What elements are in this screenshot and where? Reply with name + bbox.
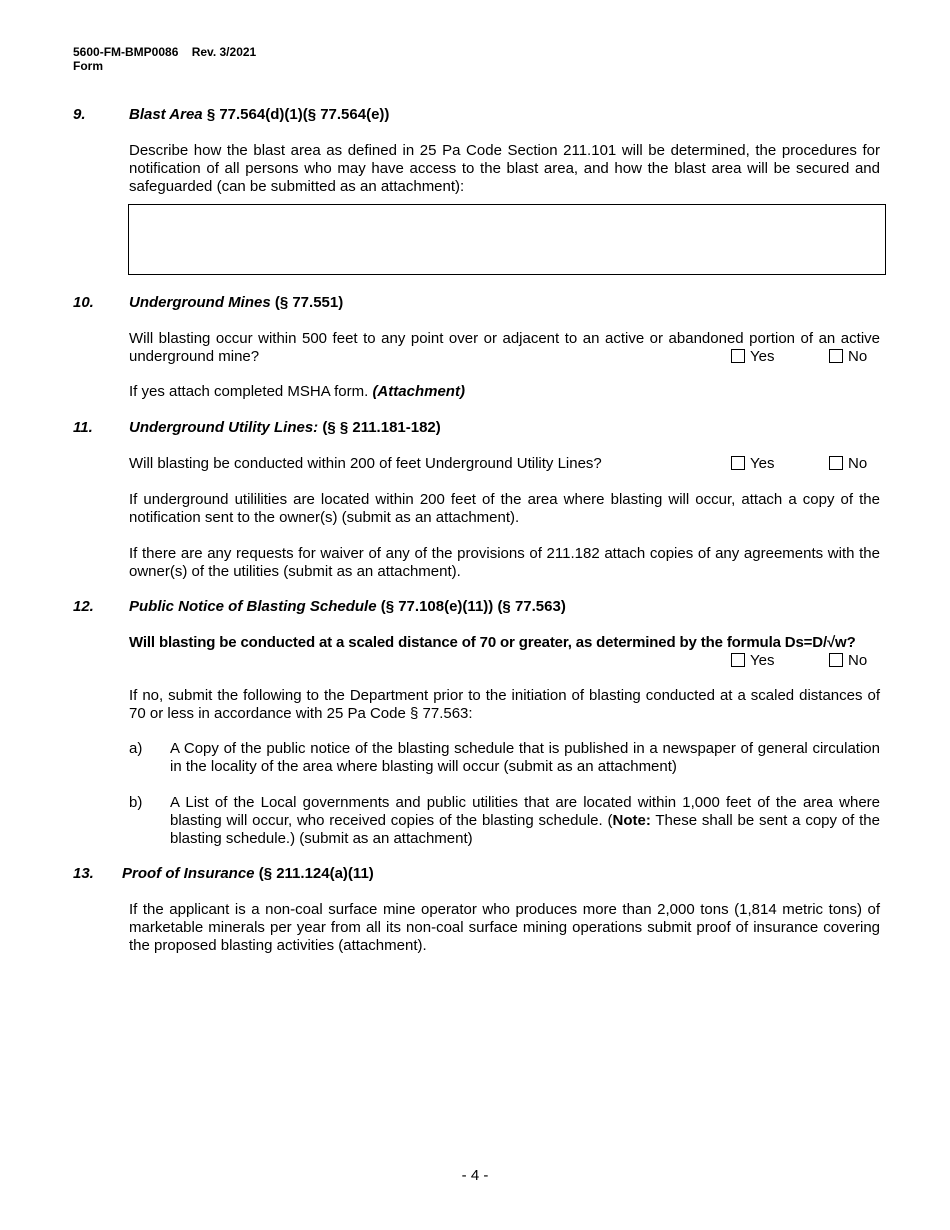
section-10-no-option[interactable] (829, 348, 867, 366)
section-10-question: Will blasting occur within 500 feet to any point over or adjacent to an active or abandoned portion of an active underground mine? (129, 330, 880, 365)
section-13-paragraph: If the applicant is a non-coal surface mine operator who produces more than 2,000 tons (1,814 metric tons) of marketable minerals per year from all its non-coal surface mining operations submit proof of insurance covering the proposed blasting activities (attachment). (129, 901, 880, 954)
section-11-title-ref: (§ § 211.181-182) (318, 419, 441, 436)
section-11-paragraph-2: If there are any requests for waiver of any of the provisions of 211.182 attach copies of any agreements with the owner(s) of the utilities (submit as an attachment). (129, 545, 880, 580)
form-header (73, 45, 256, 73)
form-id: 5600-FM-BMP0086 (73, 45, 179, 59)
section-10-no-checkbox[interactable] (829, 349, 843, 363)
section-12-no-label: No (848, 652, 868, 669)
section-10-note-attachment: (Attachment) (372, 383, 465, 400)
section-10-title-ref: (§ 77.551) (270, 294, 344, 311)
item-b-text-part-1: A List of the Local governments and public utilities that are located within 1,000 feet of the area where blasting will occur, who received copies of the blasting schedule. ( (170, 794, 880, 829)
section-9-title-italic: Blast Area (129, 106, 203, 123)
section-9-title (129, 106, 389, 123)
section-10-note-text: If yes attach completed MSHA form. (129, 383, 373, 400)
section-12-question: Will blasting be conducted at a scaled distance of 70 or greater, as determined by the formula Ds=D/√w? (129, 634, 856, 651)
section-11-yes-option[interactable] (731, 455, 774, 473)
item-a-text: A Copy of the public notice of the blasting schedule that is published in a newspaper of general circulation in the locality of the area where blasting will occur (submit as an attachment) (170, 740, 880, 775)
section-12-paragraph: If no, submit the following to the Department prior to the initiation of blasting conducted at a scaled distances of 70 or less in accordance with 25 Pa Code § 77.563: (129, 687, 880, 722)
section-9-title-ref: § 77.564(d)(1)(§ 77.564(e)) (202, 106, 390, 123)
section-12-no-option[interactable] (829, 652, 867, 670)
page-number: - 4 - (461, 1167, 489, 1184)
section-12-yes-option[interactable] (731, 652, 774, 670)
section-10-no-label: No (848, 348, 868, 365)
section-10-yes-checkbox[interactable] (731, 349, 745, 363)
form-revision: Rev. 3/2021 (191, 45, 257, 59)
item-b-note-label: Note: (612, 812, 651, 829)
section-11-no-label: No (848, 455, 868, 472)
section-11-title (129, 419, 441, 436)
section-10-title-italic: Underground Mines (129, 294, 271, 311)
section-13-number: 13. (73, 865, 94, 882)
item-b-letter: b) (129, 794, 143, 811)
section-12-title-italic: Public Notice of Blasting Schedule (129, 598, 377, 615)
section-13-title-italic: Proof of Insurance (122, 865, 255, 882)
section-12-yes-label: Yes (750, 652, 775, 669)
section-12-no-checkbox[interactable] (829, 653, 843, 667)
section-11-yes-label: Yes (750, 455, 775, 472)
section-10-yes-option[interactable] (731, 348, 774, 366)
section-12-title-ref: (§ 77.108(e)(11)) (§ 77.563) (376, 598, 566, 615)
section-11-number: 11. (73, 419, 93, 436)
section-11-paragraph-1: If underground utililities are located within 200 feet of the area where blasting will occur, attach a copy of the notification sent to the owner(s) (submit as an attachment). (129, 491, 880, 526)
form-label: Form (73, 59, 103, 73)
section-11-title-italic: Underground Utility Lines: (129, 419, 319, 436)
section-11-question: Will blasting be conducted within 200 of feet Underground Utility Lines? (129, 455, 602, 472)
section-9-instructions: Describe how the blast area as defined in 25 Pa Code Section 211.101 will be determined, the procedures for notification of all persons who may have access to the blast area, and how the blast area will be secured and safeguarded (can be submitted as an attachment): (129, 142, 880, 195)
blast-area-description-field[interactable] (128, 204, 886, 275)
section-13-title-ref: (§ 211.124(a)(11) (254, 865, 374, 882)
section-13-title (122, 865, 374, 882)
item-a-letter: a) (129, 740, 143, 757)
section-11-yes-checkbox[interactable] (731, 456, 745, 470)
section-11-no-option[interactable] (829, 455, 867, 473)
section-12-yes-checkbox[interactable] (731, 653, 745, 667)
item-b-text (170, 794, 880, 848)
section-10-note (129, 383, 465, 401)
section-10-number: 10. (73, 294, 94, 311)
section-12-title (129, 598, 566, 615)
section-12-number: 12. (73, 598, 94, 615)
item-b-text-part-2: These shall be sent a copy of the blasting schedule.) (submit as an attachment) (170, 812, 880, 847)
section-10-title (129, 294, 343, 311)
section-10-yes-label: Yes (750, 348, 775, 365)
section-9-number: 9. (73, 106, 86, 123)
section-11-no-checkbox[interactable] (829, 456, 843, 470)
